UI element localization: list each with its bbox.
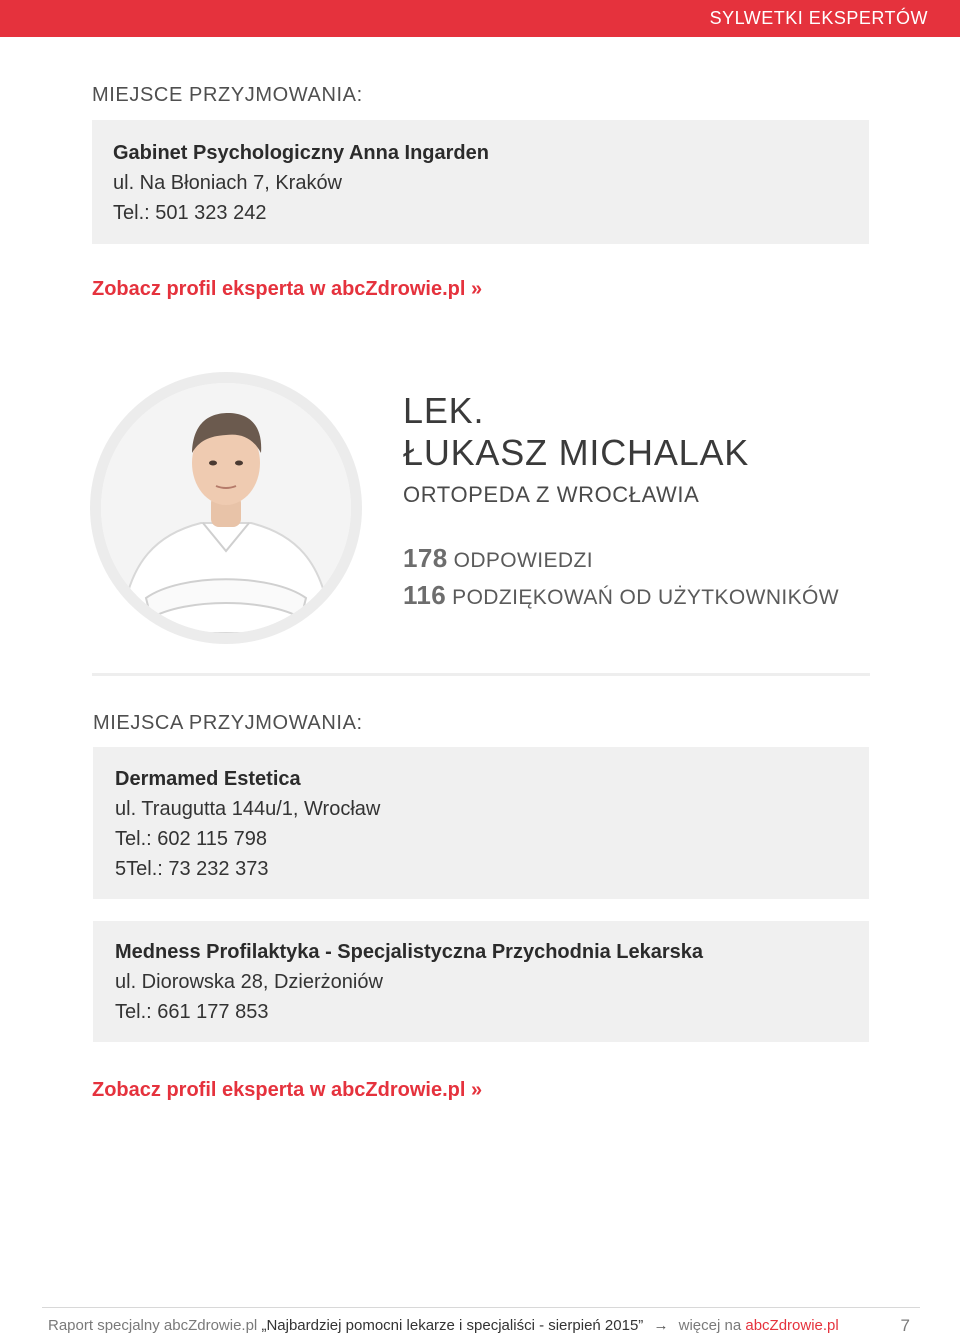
expert-name: ŁUKASZ MICHALAK [403,432,750,473]
footer [48,1317,839,1334]
location-phone: Tel.: 501 323 242 [113,202,267,224]
footer-title: „Najbardziej pomocni lekarze i specjaliści - sierpień 2015” [261,1317,644,1334]
footer-more: więcej na [678,1317,742,1334]
location-box [93,921,869,1042]
answers-label: ODPOWIEDZI [453,549,593,572]
arrow-right-icon: → [653,1317,669,1334]
profile-link[interactable]: Zobacz profil eksperta w abcZdrowie.pl » [92,1079,483,1101]
divider [92,673,870,676]
location-phone-secondary: 5Tel.: 73 232 373 [115,858,269,880]
avatar [101,383,351,633]
locations-label: MIEJSCA PRZYJMOWANIA: [93,712,363,734]
footer-report: Raport specjalny abcZdrowie.pl [48,1317,258,1334]
footer-rule [42,1307,920,1308]
location-name: Dermamed Estetica [115,768,301,790]
thanks-stat [403,578,839,615]
profile-link[interactable]: Zobacz profil eksperta w abcZdrowie.pl » [92,278,483,300]
page-number: 7 [900,1316,910,1335]
location-name: Medness Profilaktyka - Specjalistyczna Przychodnia Lekarska [115,941,704,963]
footer-site-link[interactable]: abcZdrowie.pl [745,1317,839,1334]
location-address: ul. Diorowska 28, Dzierżoniów [115,971,383,993]
header-bar [0,0,960,37]
thanks-label: PODZIĘKOWAŃ OD UŻYTKOWNIKÓW [452,586,840,609]
expert-stats [403,541,839,615]
expert-specialty: ORTOPEDA Z WROCŁAWIA [403,482,700,507]
location-phone: Tel.: 602 115 798 [115,828,267,850]
location-box [92,120,869,244]
location-label: MIEJSCE PRZYJMOWANIA: [92,84,363,106]
thanks-count: 116 [403,580,447,610]
answers-stat [403,541,839,578]
section-title: SYLWETKI EKSPERTÓW [709,8,928,28]
answers-count: 178 [403,543,448,573]
location-address: ul. Na Błoniach 7, Kraków [113,172,343,194]
location-phone: Tel.: 661 177 853 [115,1001,269,1023]
portrait-illustration [101,383,351,633]
expert-title: LEK. [403,390,485,431]
location-box [93,747,869,899]
expert-heading [403,390,749,508]
location-address: ul. Traugutta 144u/1, Wrocław [115,798,381,820]
location-name: Gabinet Psychologiczny Anna Ingarden [113,142,489,164]
